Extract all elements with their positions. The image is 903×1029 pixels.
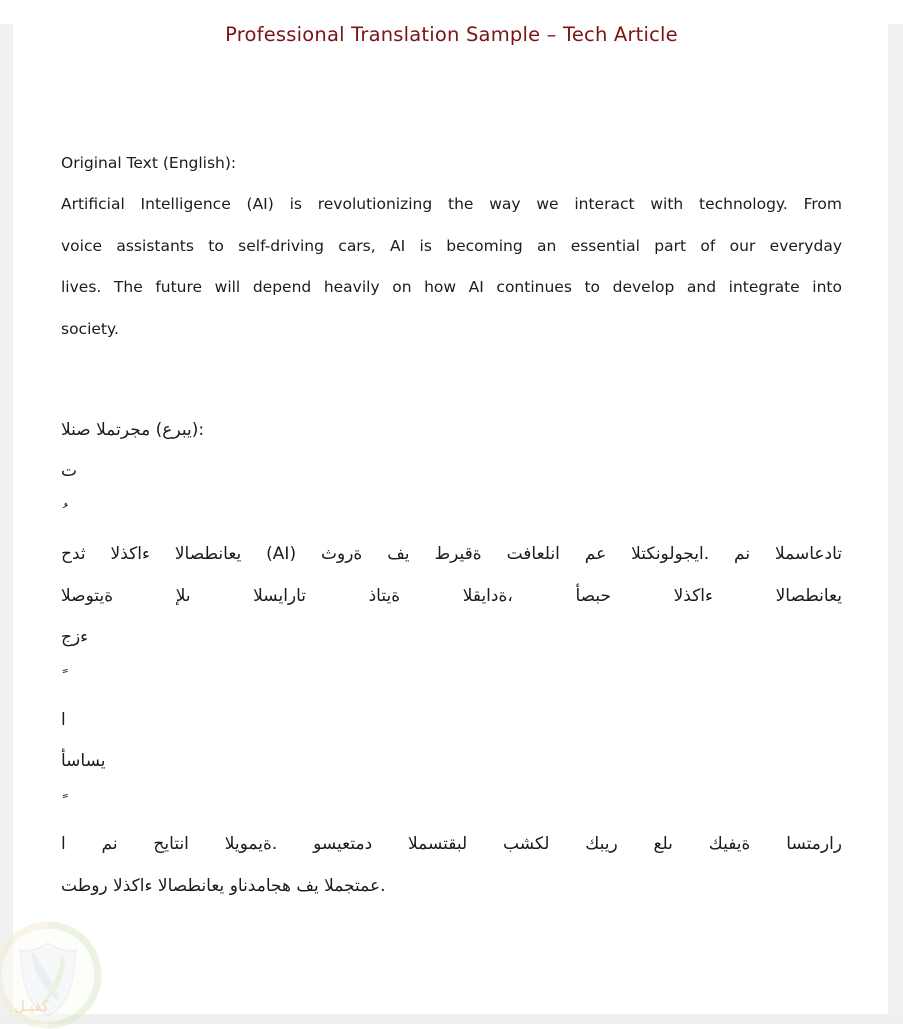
text-line: lives. The future will depend heavily on how AI continues to develop and integrate into	[61, 278, 842, 297]
text-line: ُ	[61, 502, 67, 523]
english-label: Original Text (English):	[61, 154, 237, 172]
document-page	[0, 24, 903, 1024]
english-paragraph	[61, 184, 842, 350]
text-line: ا من حياتنا اليومية. وسيعتمد المستقبل بشكل كبير على كيفية استمرار	[61, 834, 842, 855]
kafeel-watermark-logo	[0, 917, 115, 1029]
text-line: تطور الذكاء الاصطناعي واندماجه في المجتمع.	[61, 875, 386, 896]
text-line: الصوتية إلى السيارات ذاتية القيادة، أصبح الذكاء الاصطناعي	[61, 585, 842, 606]
text-line: حدث الذكاء الاصطناعي (AI) ثورة في طريقة تفاعلنا مع التكنولوجيا. من المساعدات	[61, 544, 842, 565]
page-right-edge	[888, 24, 903, 1024]
text-line: النص المترجم (عربي):	[61, 420, 205, 441]
text-line: جزء	[61, 627, 89, 648]
watermark-label: كفيـل	[14, 997, 50, 1015]
text-line: society.	[61, 319, 119, 338]
text-line: Artificial Intelligence (AI) is revolutionizing the way we interact with technology. From	[61, 195, 842, 214]
page-bottom-edge	[0, 1014, 903, 1024]
text-line: voice assistants to self-driving cars, AI is becoming an essential part of our everyday	[61, 236, 842, 255]
page-title: Professional Translation Sample – Tech Article	[225, 23, 678, 46]
text-line: ً	[61, 792, 67, 813]
page-content	[0, 143, 903, 907]
page-left-edge	[0, 24, 13, 1024]
text-line: ً	[61, 668, 67, 689]
text-line: ا	[61, 709, 66, 730]
arabic-section	[61, 410, 842, 907]
text-line: ت	[61, 461, 78, 482]
text-line: أساسي	[61, 751, 106, 772]
english-section	[61, 143, 842, 350]
